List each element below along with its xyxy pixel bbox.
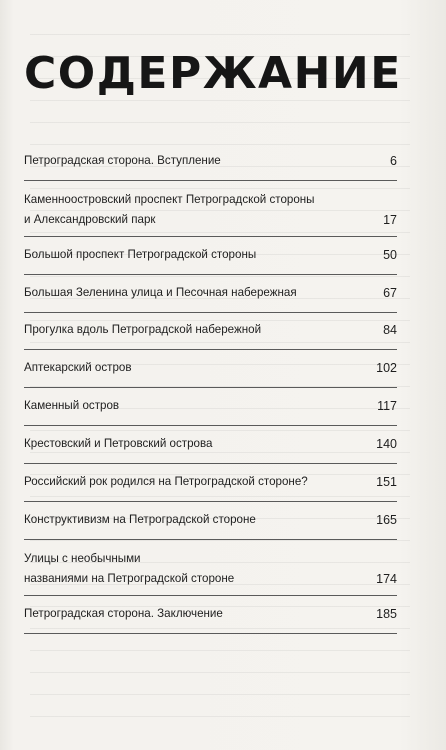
toc-entry[interactable] bbox=[24, 472, 397, 492]
toc-entry-title: Большой проспект Петроградской стороны bbox=[24, 248, 257, 261]
toc-entry[interactable] bbox=[24, 283, 397, 303]
toc-entry-page: 174 bbox=[376, 572, 397, 586]
toc-entry-title: Конструктивизм на Петроградской стороне bbox=[24, 513, 256, 526]
toc-entry[interactable] bbox=[24, 245, 397, 265]
toc-entry-title: Каменноостровский проспект Петроградской стороны bbox=[24, 193, 315, 206]
toc-entry[interactable] bbox=[24, 320, 397, 340]
toc-entry-page: 50 bbox=[383, 248, 397, 262]
toc-entry-page: 67 bbox=[383, 286, 397, 300]
toc-entry-title: Каменный остров bbox=[24, 399, 120, 412]
toc-entry-page: 140 bbox=[376, 437, 397, 451]
toc-entry-page: 117 bbox=[377, 399, 397, 413]
toc-entry-page: 151 bbox=[376, 475, 397, 489]
toc-entry-title-cont: названиями на Петроградской стороне bbox=[24, 572, 235, 585]
toc-entry[interactable] bbox=[24, 604, 397, 624]
toc-entry-page: 17 bbox=[383, 213, 397, 227]
toc-entry-title: Петроградская сторона. Заключение bbox=[24, 607, 223, 620]
toc-entry-title-cont: и Александровский парк bbox=[24, 213, 156, 226]
toc-entry-title: Аптекарский остров bbox=[24, 361, 132, 374]
toc-entry-title: Большая Зеленина улица и Песочная набережная bbox=[24, 286, 297, 299]
toc-entry[interactable] bbox=[24, 396, 397, 416]
toc-entry-title: Петроградская сторона. Вступление bbox=[24, 154, 221, 167]
toc-entry[interactable] bbox=[24, 549, 397, 589]
divider bbox=[24, 180, 397, 181]
toc-entry-title: Прогулка вдоль Петроградской набережной bbox=[24, 323, 262, 336]
toc-entry-title: Улицы с необычными bbox=[24, 552, 141, 565]
page-title: СОДЕРЖАНИЕ bbox=[24, 48, 402, 99]
toc-entry-page: 102 bbox=[376, 361, 397, 375]
toc-entry[interactable] bbox=[24, 358, 397, 378]
divider bbox=[24, 236, 397, 237]
toc-entry-page: 165 bbox=[376, 513, 397, 527]
toc-entry-page: 84 bbox=[383, 323, 397, 337]
toc-entry-title: Российский рок родился на Петроградской стороне? bbox=[24, 475, 308, 488]
toc-entry-page: 185 bbox=[376, 607, 397, 621]
divider bbox=[24, 595, 397, 596]
divider bbox=[24, 539, 397, 540]
toc-entry[interactable] bbox=[24, 434, 397, 454]
divider bbox=[24, 387, 397, 388]
toc-entry-title: Крестовский и Петровский острова bbox=[24, 437, 213, 450]
divider bbox=[24, 633, 397, 634]
divider bbox=[24, 312, 397, 313]
toc-entry[interactable] bbox=[24, 190, 397, 230]
toc-entry-page: 6 bbox=[390, 154, 397, 168]
divider bbox=[24, 501, 397, 502]
divider bbox=[24, 274, 397, 275]
divider bbox=[24, 425, 397, 426]
toc-entry[interactable] bbox=[24, 151, 397, 171]
divider bbox=[24, 463, 397, 464]
divider bbox=[24, 349, 397, 350]
toc-entry[interactable] bbox=[24, 510, 397, 530]
